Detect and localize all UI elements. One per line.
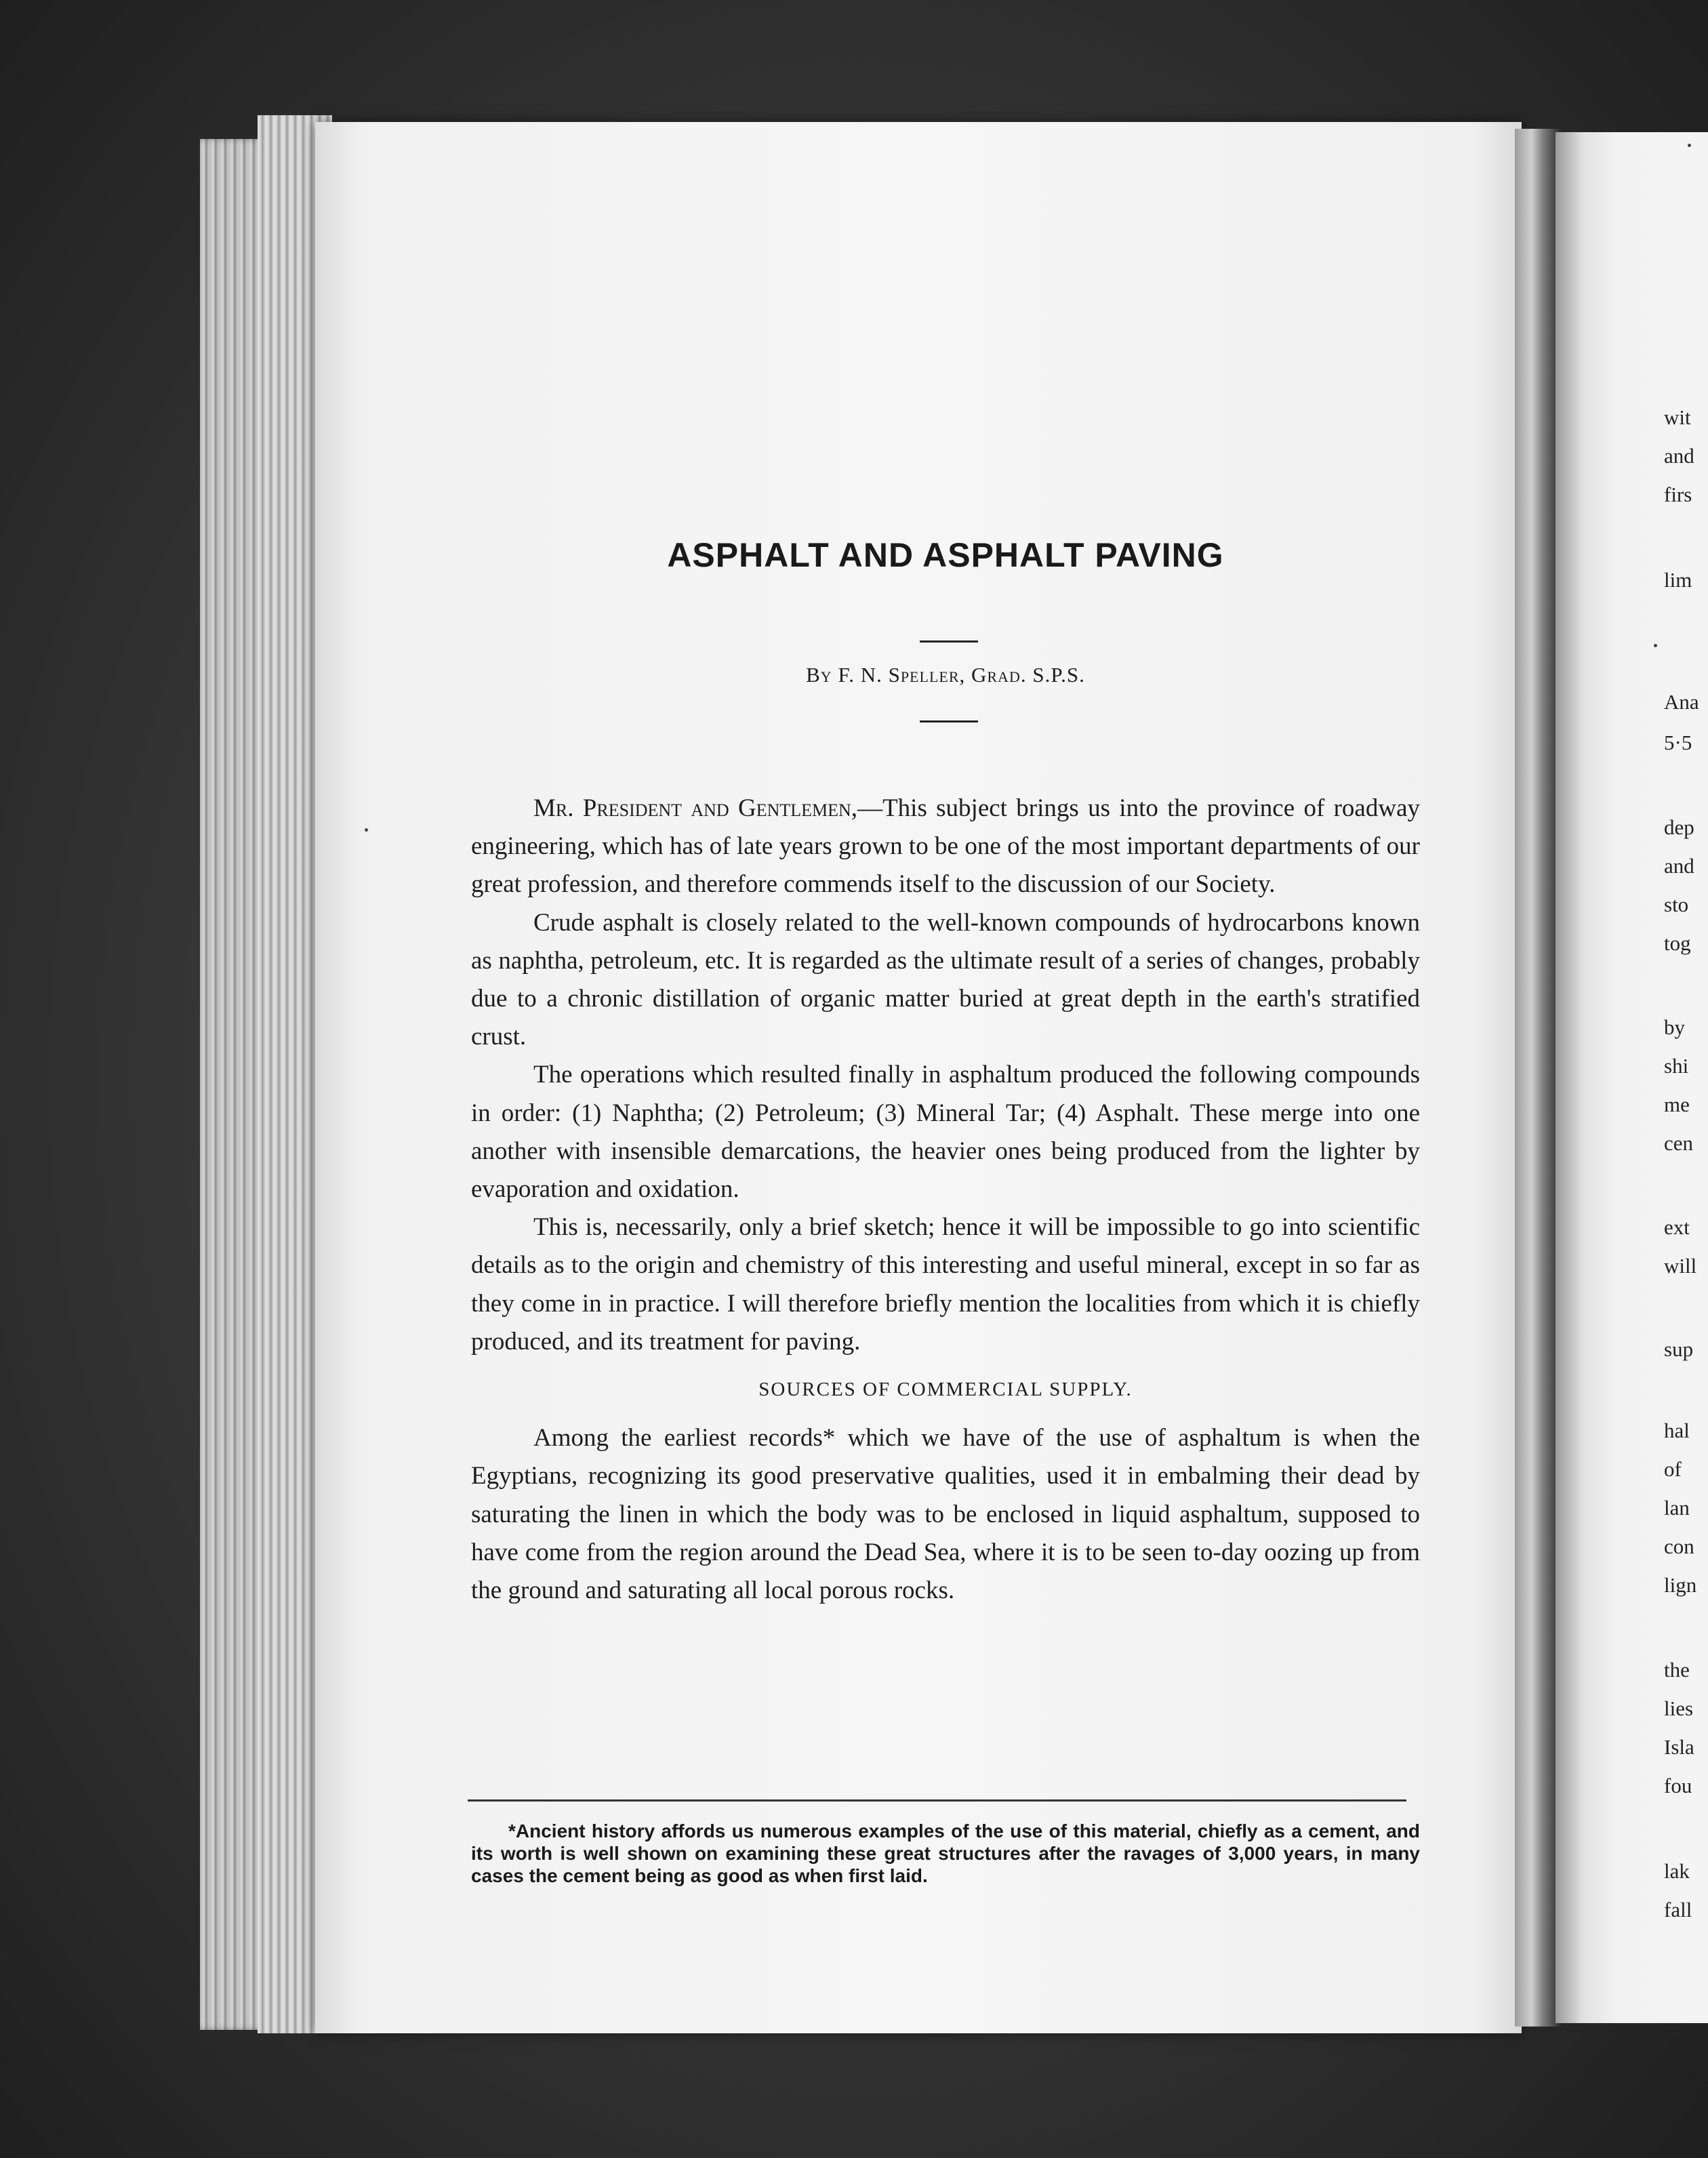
facing-fragment: by	[1664, 1015, 1685, 1039]
facing-fragment: firs	[1664, 483, 1692, 506]
title-rule-top	[920, 640, 978, 643]
facing-fragment: dep	[1664, 815, 1694, 839]
footnote-text: *Ancient history affords us numerous examples of the use of this material, chiefly as a cement, and its worth is well shown on examining these great structures after the ravages of 3,000 years, in many cases the cement being as good as when first laid.	[471, 1820, 1420, 1886]
article-title: ASPHALT AND ASPHALT PAVING	[667, 536, 1224, 574]
facing-fragment: of	[1664, 1457, 1682, 1481]
paragraph: Among the earliest records* which we have of the use of asphaltum is when the Egyptians, recognizing its good preservative qualities, used it in embalming their dead by saturating the linen in which the body was to be enclosed in liquid asphaltum, supposed to have come from the region around the Dead Sea, where it is to be seen to-day oozing up from the ground and saturating all local porous rocks.	[471, 1424, 1420, 1605]
facing-fragment: the	[1664, 1658, 1690, 1682]
paragraph	[471, 790, 1420, 904]
facing-fragment: me	[1664, 1093, 1690, 1116]
facing-fragment: lign	[1664, 1573, 1697, 1597]
facing-fragment: and	[1664, 854, 1694, 878]
scan-speck	[1688, 144, 1691, 147]
article-byline	[471, 663, 1420, 687]
facing-fragment: hal	[1664, 1419, 1690, 1442]
paragraph: The operations which resulted finally in asphaltum produced the following compounds in order: (1) Naphtha; (2) Petroleum; (3) Mineral Tar; (4) Asphalt. These merge into one another with insensible demarcations, the heavier ones being produced from the lighter by evaporation and oxidation.	[471, 1061, 1420, 1204]
scan-speck	[1654, 644, 1657, 647]
facing-fragment: sup	[1664, 1337, 1694, 1361]
facing-fragment: sto	[1664, 893, 1689, 916]
paragraph: This is, necessarily, only a brief sketch; hence it will be impossible to go into scientific details as to the origin and chemistry of this interesting and useful mineral, except in so far as they come in in practice. I will therefore briefly mention the localities from which it is chiefly produced, and its treatment for paving.	[471, 1213, 1420, 1356]
facing-fragment: lim	[1664, 568, 1692, 592]
facing-fragment: lak	[1664, 1859, 1690, 1883]
facing-fragment: Ana	[1664, 690, 1699, 714]
article-body	[471, 790, 1420, 1610]
facing-fragment: cen	[1664, 1131, 1694, 1155]
byline-text: By F. N. Speller, Grad. S.P.S.	[806, 663, 1085, 687]
scan-speck	[365, 828, 368, 832]
facing-fragment: and	[1664, 444, 1694, 468]
facing-fragment: lan	[1664, 1496, 1690, 1520]
section-heading: SOURCES OF COMMERCIAL SUPPLY.	[758, 1379, 1133, 1401]
facing-fragment: Isla	[1664, 1735, 1694, 1759]
facing-fragment: wit	[1664, 405, 1691, 429]
salutation: Mr. President and Gentlemen,	[533, 794, 858, 822]
footnote	[471, 1820, 1420, 1887]
facing-fragment: shi	[1664, 1054, 1689, 1078]
facing-fragment: lies	[1664, 1696, 1694, 1720]
facing-fragment: fall	[1664, 1898, 1692, 1921]
facing-fragment: 5·5	[1664, 731, 1692, 754]
title-rule-bottom	[920, 720, 978, 722]
facing-fragment: con	[1664, 1534, 1694, 1558]
paragraph: Crude asphalt is closely related to the well-known compounds of hydrocarbons known as naphtha, petroleum, etc. It is regarded as the ultimate result of a series of changes, probably due to a chronic distillation of organic matter buried at great depth in the earth's stratified crust.	[471, 908, 1420, 1051]
paragraph-text: —This subject brings us into the province of roadway engineering, which has of late years grown to be one of the most important departments of our great profession, and therefore commends itself to the discussion of our Society.	[471, 794, 1420, 899]
facing-fragment: fou	[1664, 1774, 1692, 1797]
facing-fragment: ext	[1664, 1215, 1690, 1239]
footnote-rule	[468, 1799, 1406, 1801]
facing-fragment: tog	[1664, 931, 1691, 955]
facing-fragment: will	[1664, 1254, 1697, 1278]
